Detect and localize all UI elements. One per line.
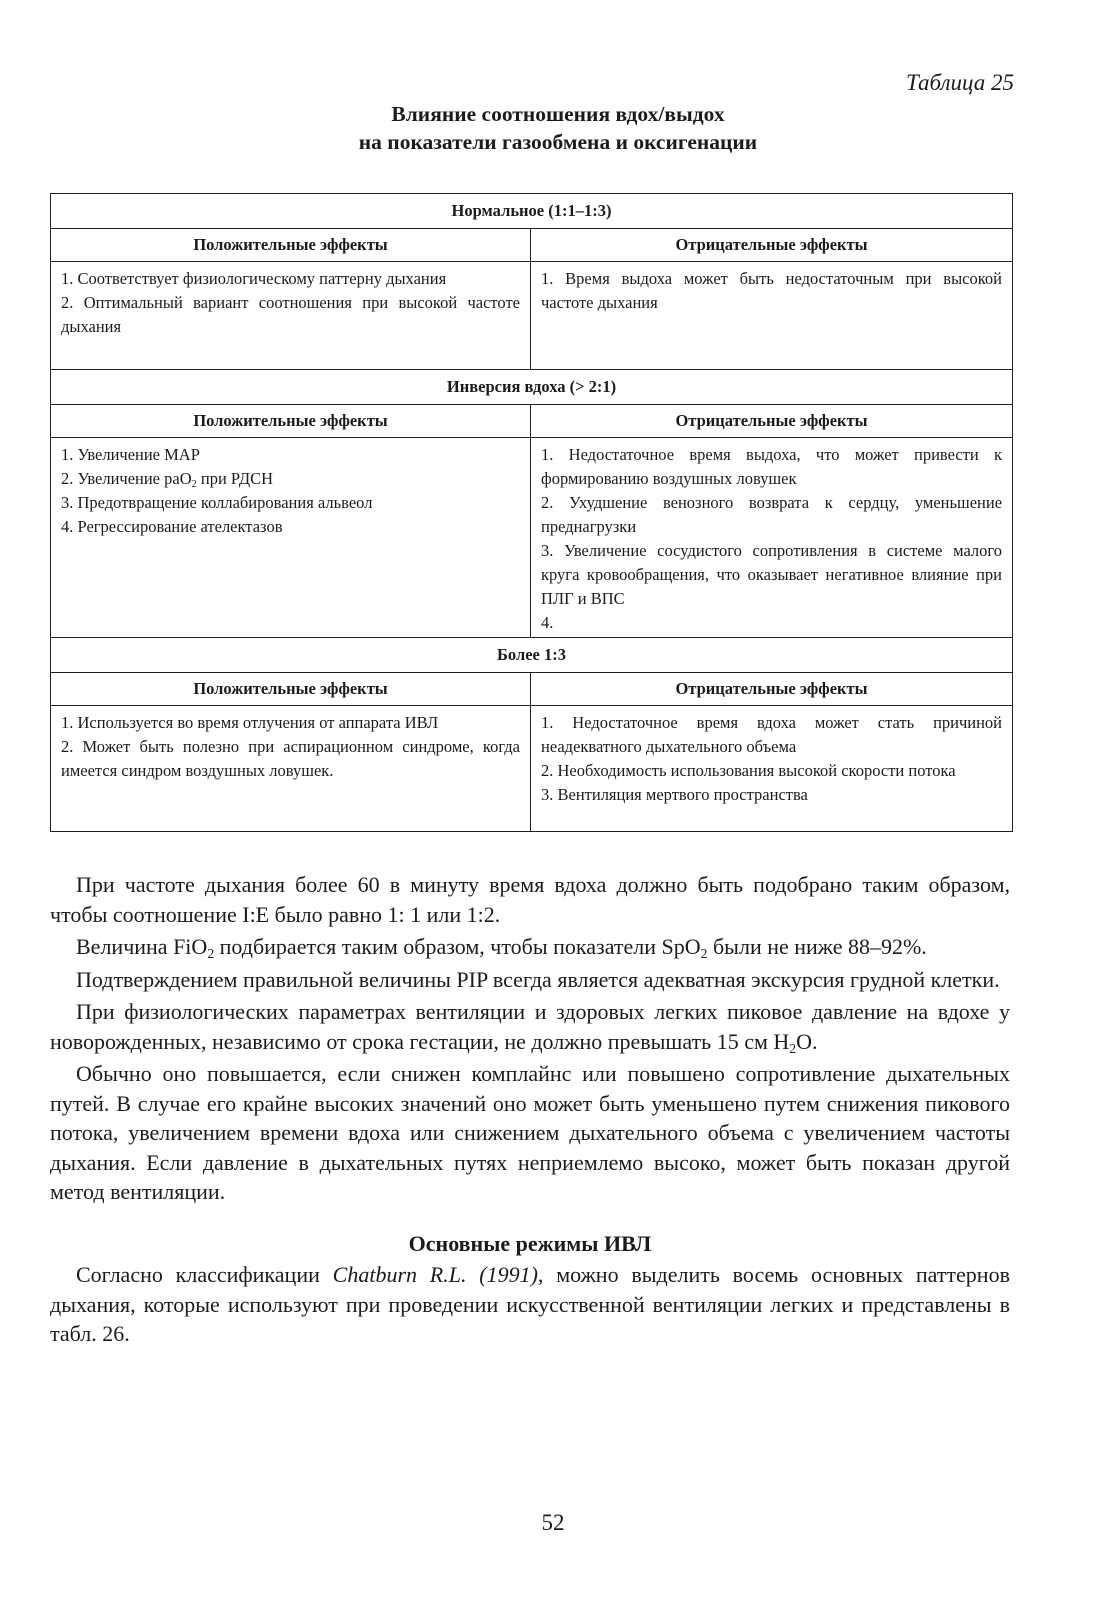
section-row	[51, 638, 1013, 673]
text-span: подбирается таким образом, чтобы показатели SpO	[214, 934, 701, 959]
paragraph: Обычно оно повышается, если снижен комплайнс или повышено сопротивление дыхательных путей. В случае его крайне высоких значений оно может быть уменьшено путем снижения пикового потока, увеличением времени вдоха или снижением дыхательного объема с увеличением частоты дыхания. Если давление в дыхательных путях неприемлемо высоко, может быть показан другой метод вентиляции.	[50, 1061, 1010, 1204]
list-item: 2. Оптимальный вариант соотношения при высокой частоте дыхания	[61, 293, 520, 336]
negative-effects-cell	[531, 706, 1013, 832]
table-title	[0, 100, 1106, 156]
subscript: 2	[191, 479, 197, 491]
list-item: 1. Используется во время отлучения от аппарата ИВЛ	[61, 713, 439, 732]
list-item: 3. Увеличение сосудистого сопротивления в системе малого круга кровообращения, что оказывает негативное влияние при ПЛГ и ВПС	[541, 541, 1003, 608]
list-item: 1. Время выдоха может быть недостаточным при высокой частоте дыхания	[541, 269, 1003, 312]
column-header-row	[51, 229, 1013, 262]
table-label: Таблица 25	[905, 70, 1014, 95]
section-row	[51, 370, 1013, 405]
column-header-row	[51, 673, 1013, 706]
effects-table	[50, 193, 1013, 832]
section-title: Инверсия вдоха (> 2:1)	[51, 370, 1013, 405]
list-item: 3. Вентиляция мертвого пространства	[541, 785, 808, 804]
list-item: 1. Недостаточное время выдоха, что может привести к формированию воздушных ловушек	[541, 445, 1003, 488]
paragraph: При частоте дыхания более 60 в минуту время вдоха должно быть подобрано таким образом, чтобы соотношение I:E было равно 1: 1 или 1:2.	[50, 872, 1010, 927]
text-span: O.	[796, 1028, 818, 1054]
list-item: 3. Предотвращение коллабирования альвеол	[61, 493, 373, 512]
effects-row	[51, 438, 1013, 638]
positive-effects-cell	[51, 262, 531, 370]
positive-effects-cell	[51, 438, 531, 638]
text-span: Величина FiO	[76, 934, 208, 959]
list-item: 2. Ухудшение венозного возврата к сердцу, уменьшение преднагрузки	[541, 493, 1003, 536]
list-item-text: 2. Увеличение paO$_2$ при РДСН	[61, 469, 274, 491]
list-item: 1. Недостаточное время вдоха может стать причиной неадекватного дыхательного объема	[541, 713, 1003, 756]
positive-effects-header: Положительные эффекты	[51, 229, 531, 262]
negative-effects-header: Отрицательные эффекты	[531, 405, 1013, 438]
section-row	[51, 194, 1013, 229]
paragraph	[50, 997, 1010, 1056]
section-title: Более 1:3	[51, 638, 1013, 673]
positive-effects-header: Положительные эффекты	[51, 673, 531, 706]
text-span: Согласно классификации	[76, 1262, 333, 1287]
table-title-line-1: Влияние соотношения вдох/выдох	[391, 102, 725, 126]
text-span: были не ниже 88–92%.	[707, 934, 927, 959]
list-item: 2. Может быть полезно при аспирационном синдроме, когда имеется синдром воздушных ловушек.	[61, 737, 520, 780]
negative-effects-header: Отрицательные эффекты	[531, 673, 1013, 706]
text-span: можно выделить восемь основных паттернов дыхания, которые используют при проведении искусственной вентиляции легких и представлены в табл. 26.	[50, 1262, 1010, 1346]
negative-effects-cell	[531, 262, 1013, 370]
body-text	[50, 870, 1010, 1352]
list-item: 4. Регрессирование ателектазов	[61, 517, 283, 536]
column-header-row	[51, 405, 1013, 438]
citation: Chatburn R.L. (1991),	[332, 1262, 544, 1287]
negative-effects-cell	[531, 438, 1013, 638]
table-title-line-2: на показатели газообмена и оксигенации	[358, 130, 758, 154]
text-span: При физиологических параметрах вентиляции и здоровых легких пиковое давление на вдохе у новорожденных, независимо от срока гестации, не должно превышать 15 см H	[50, 999, 1010, 1054]
list-item: 4.	[541, 613, 554, 632]
subscript: 2	[700, 946, 708, 962]
list-item	[61, 467, 520, 491]
subscript: 2	[207, 946, 215, 962]
positive-effects-header: Положительные эффекты	[51, 405, 531, 438]
section-title: Нормальное (1:1–1:3)	[51, 194, 1013, 229]
negative-effects-header: Отрицательные эффекты	[531, 229, 1013, 262]
subscript: 2	[789, 1040, 797, 1056]
list-item: 1. Соответствует физиологическому паттерну дыхания	[61, 269, 447, 288]
section-heading: Основные режимы ИВЛ	[408, 1230, 652, 1256]
list-item: 1. Увеличение MAP	[61, 445, 200, 464]
list-item: 2. Необходимость использования высокой скорости потока	[541, 761, 956, 780]
effects-row	[51, 262, 1013, 370]
paragraph: Подтверждением правильной величины PIP всегда является адекватная экскурсия грудной клетки.	[76, 966, 1000, 992]
positive-effects-cell	[51, 706, 531, 832]
paragraph	[50, 932, 1010, 962]
page-number: 52	[541, 1510, 565, 1535]
paragraph	[50, 1260, 1010, 1349]
effects-row	[51, 706, 1013, 832]
